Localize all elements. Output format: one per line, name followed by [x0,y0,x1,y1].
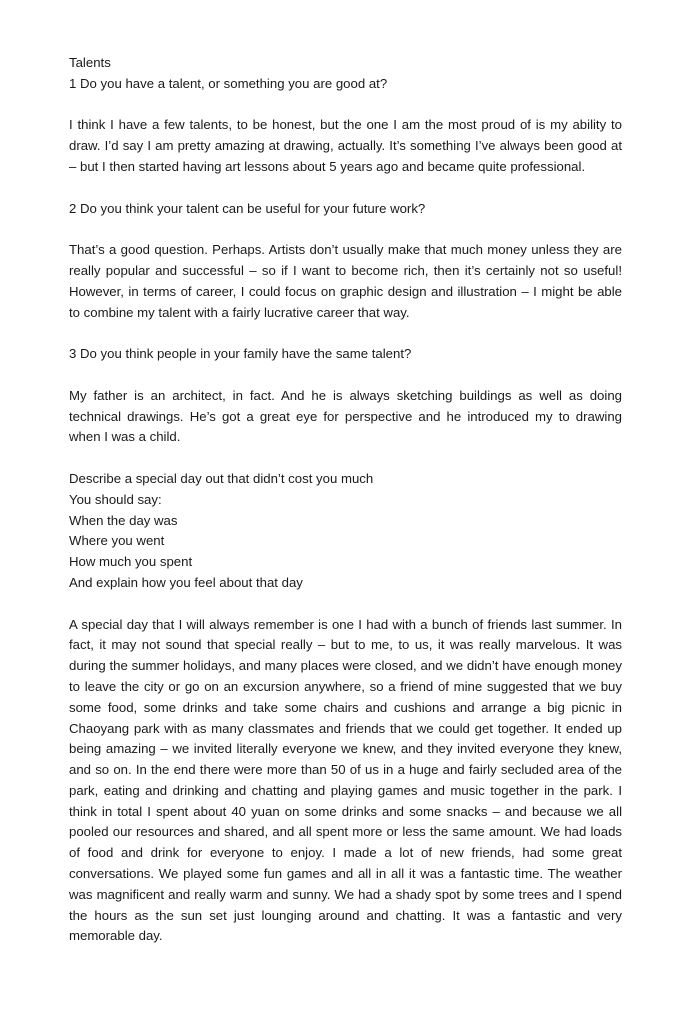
cue-card-topic: Describe a special day out that didn’t cost you much [69,470,374,486]
cue-card-point: Where you went [69,533,165,549]
answer-3: My father is an architect, in fact. And he is always sketching buildings as well as doing technical drawings. He’s got a great eye for perspective and he introduced my to drawing when I was a child. [69,387,622,445]
spacer [69,178,622,199]
answer-1: I think I have a few talents, to be honest, but the one I am the most proud of is my ability to draw. I’d say I am pretty amazing at drawing, actually. It’s something I’ve always been good at – but I then started having art lessons about 5 years ago and became quite professional. [69,117,622,174]
document-page [69,53,622,947]
spacer [69,219,622,240]
spacer [69,323,622,344]
question-1: 1 Do you have a talent, or something you are good at? [69,75,388,91]
spacer [69,448,622,469]
cue-card-point: And explain how you feel about that day [69,574,303,590]
spacer [69,95,622,116]
cue-card-prompt: You should say: [69,491,162,507]
cue-card-point: When the day was [69,512,178,528]
document-title: Talents [69,55,111,70]
question-3: 3 Do you think people in your family have the same talent? [69,346,412,362]
cue-card-point: How much you spent [69,554,193,570]
long-answer: A special day that I will always remember is one I had with a bunch of friends last summer. In fact, it may not sound that special really – but to me, to us, it was really marvelous. It was during the summer holidays, and many places were closed, and we didn’t have enough money to leave the city or go on an excursion anywhere, so a friend of mine suggested that we buy some food, some drinks and take some chairs and cushions and arrange a big picnic in Chaoyang park with as many classmates and friends that we could get together. It ended up being amazing – we invited literally everyone we knew, and they invited everyone they knew, and so on. In the end there were more than 50 of us in a huge and fairly secluded area of the park, eating and drinking and chatting and playing games and music together in the park. I think in total I spent about 40 yuan on some drinks and some snacks – and because we all pooled our resources and shared, and all spent more or less the same amount. We had loads of food and drink for everyone to enjoy. I made a lot of new friends, had some great conversations. We played some fun games and all in all it was a fantastic time. The weather was magnificent and really warm and sunny. We had a shady spot by some trees and I spend the hours as the sun set just lounging around and chatting. It was a fantastic and very memorable day. [69,616,622,944]
spacer [69,594,622,615]
question-2: 2 Do you think your talent can be useful for your future work? [69,200,426,216]
spacer [69,365,622,386]
answer-2: That’s a good question. Perhaps. Artists don’t usually make that much money unless they are really popular and successful – so if I want to become rich, then it’s certainly not so useful! However, in terms of career, I could focus on graphic design and illustration – I might be able to combine my talent with a fairly lucrative career that way. [69,242,622,320]
